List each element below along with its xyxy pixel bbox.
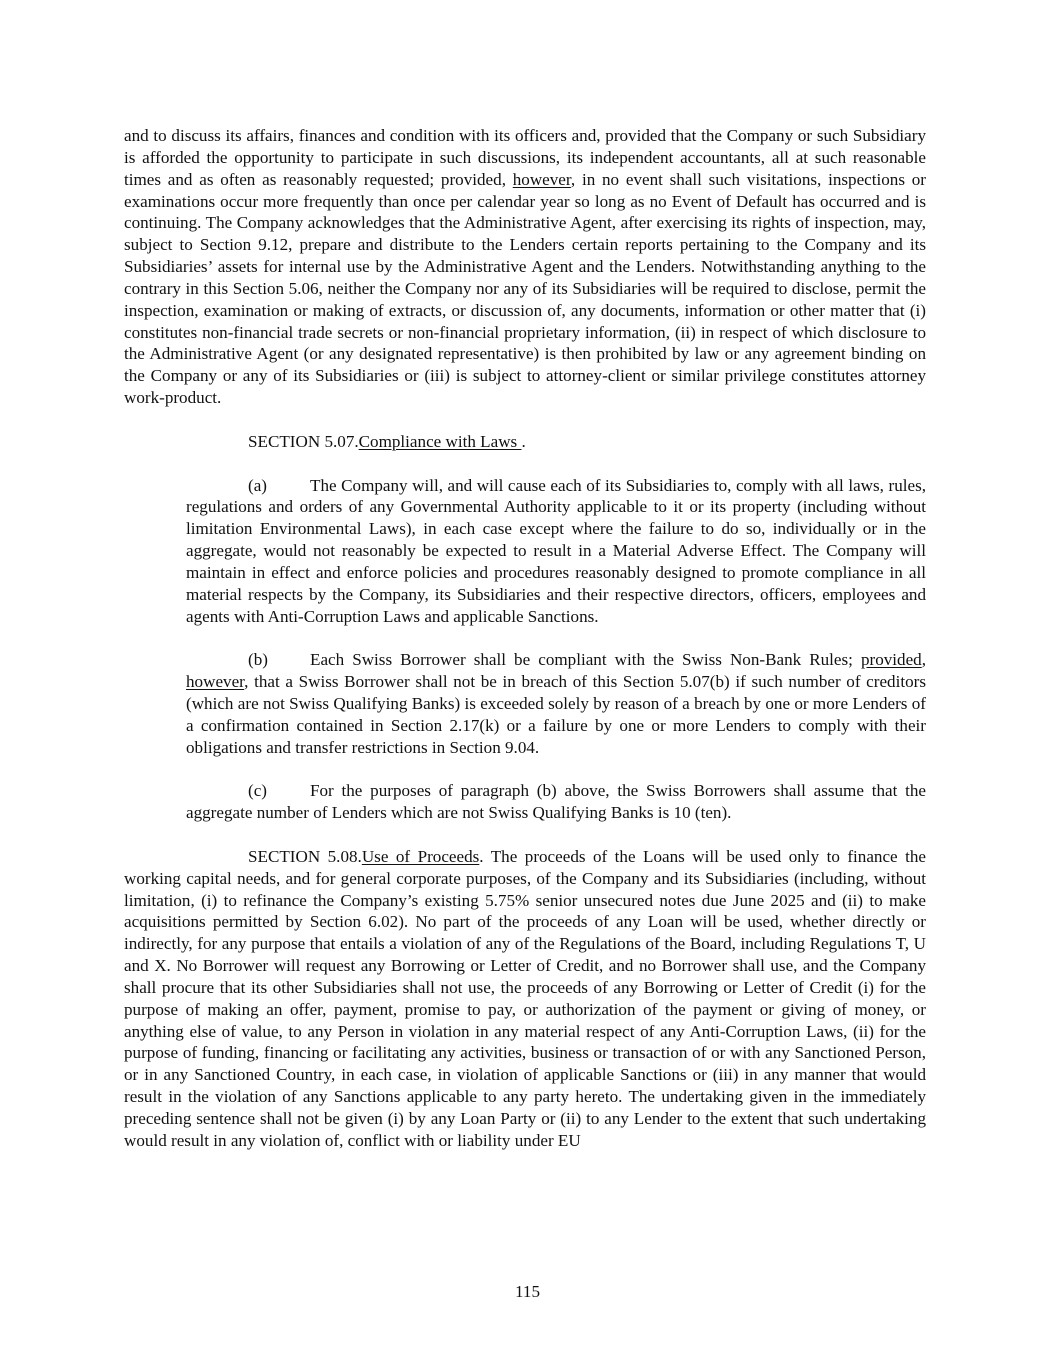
clause-label: (b) [248, 650, 268, 670]
paragraph-text: , in no event shall such visitations, inspections or examinations occur more frequently than once per calendar year so long as no Event of Default has occurred and is continuing. The Company acknowledges that the Administrative Agent, after exercising its rights of inspection, may, subject to Section 9.12, prepare and distribute to the Lenders certain reports pertaining to the Company and its Subsidiaries’ assets for internal use by the Administrative Agent and the Lenders. Notwithstanding anything to the contrary in this Section 5.06, neither the Company nor any of its Subsidiaries will be required to disclose, permit the inspection, examination or making of extracts, or discussion of, any documents, information or other matter that (i) constitutes non-financial trade secrets or non-financial proprietary information, (ii) in respect of which disclosure to the Administrative Agent (or any designated representative) is then prohibited by law or any agreement binding on the Company or any of its Subsidiaries or (iii) is subject to attorney-client or similar privilege constitutes attorney work-product. [124, 169, 926, 408]
section-text: . The proceeds of the Loans will be used only to finance the working capital needs, and for general corporate purposes, of the Company and its Subsidiaries (including, without limitation, (i) to refinance the Company’s existing 5.75% senior unsecured notes due June 2025 and (ii) to make acquisitions permitted by Section 6.02). No part of the proceeds of any Loan will be used, whether directly or indirectly, for any purpose that entails a violation of any of the Regulations of the Board, including Regulations T, U and X. No Borrower will request any Borrowing or Letter of Credit, and no Borrower shall use, and the Company shall procure that its other Subsidiaries shall not use, the proceeds of any Borrowing or Letter of Credit (i) for the purpose of making an offer, payment, promise to pay, or authorization of the payment or giving of money, or anything else of value, to any Person in violation in any material respect of any Anti-Corruption Laws, (ii) for the purpose of funding, financing or facilitating any activities, business or transaction of or with any Sanctioned Person, or in any Sanctioned Country, in each case, in violation of applicable Sanctions or (iii) in any manner that would result in the violation of any Sanctions applicable to any party hereto. The undertaking given in the immediately preceding sentence shall not be given (i) by any Loan Party or (ii) to any Lender to the extent that such undertaking would result in any violation of, conflict with or liability under EU [124, 846, 926, 1150]
clause-5-07-a [186, 475, 926, 628]
section-5-08 [124, 846, 926, 1152]
underlined-term-however: however [186, 672, 245, 692]
clause-label: (c) [248, 781, 267, 801]
clause-separator: , [921, 650, 926, 670]
section-title: Compliance with Laws [358, 431, 522, 451]
clause-text: The Company will, and will cause each of its Subsidiaries to, comply with all laws, rules, regulations and orders of any Governmental Authority applicable to it or its property (including without limitation Environmental Laws), in each case except where the failure to do so, individually or in the aggregate, would not reasonably be expected to result in a Material Adverse Effect. The Company will maintain in effect and enforce policies and procedures reasonably designed to promote compliance in all material respects by the Company, its Subsidiaries and their respective directors, officers, employees and agents with Anti-Corruption Laws and applicable Sanctions. [186, 475, 926, 626]
paragraph-text: and to discuss its affairs, finances and condition with its officers and, provided that the Company or such Subsidiary is afforded the opportunity to participate in such discussions, its independent accountants, all at such reasonable times and as often as reasonably requested; provided, [124, 126, 926, 189]
document-page [124, 125, 926, 1152]
clause-label: (a) [248, 475, 267, 495]
clause-text: For the purposes of paragraph (b) above, the Swiss Borrowers shall assume that the aggregate number of Lenders which are not Swiss Qualifying Banks is 10 (ten). [186, 781, 926, 823]
section-number: SECTION 5.08. [248, 846, 362, 866]
section-number: SECTION 5.07. [248, 431, 359, 451]
section-title-period: . [521, 431, 526, 451]
page-number: 115 [514, 1282, 540, 1301]
clause-text: , that a Swiss Borrower shall not be in breach of this Section 5.07(b) if such number of creditors (which are not Swiss Qualifying Banks) is exceeded solely by reason of a breach by one or more Lenders of a confirmation contained in Section 2.17(k) or a failure by one or more Lenders to comply with their obligations and transfer restrictions in Section 9.04. [186, 672, 926, 757]
clause-5-07-b [186, 649, 926, 758]
clause-text: Each Swiss Borrower shall be compliant with the Swiss Non-Bank Rules; [310, 650, 861, 670]
section-title: Use of Proceeds [361, 846, 480, 866]
clause-5-07-c [186, 780, 926, 824]
underlined-term-provided: provided [860, 650, 922, 670]
underlined-term-however: however [512, 169, 571, 189]
section-5-07-heading [124, 431, 926, 453]
section-5-06-continuation [124, 125, 926, 409]
